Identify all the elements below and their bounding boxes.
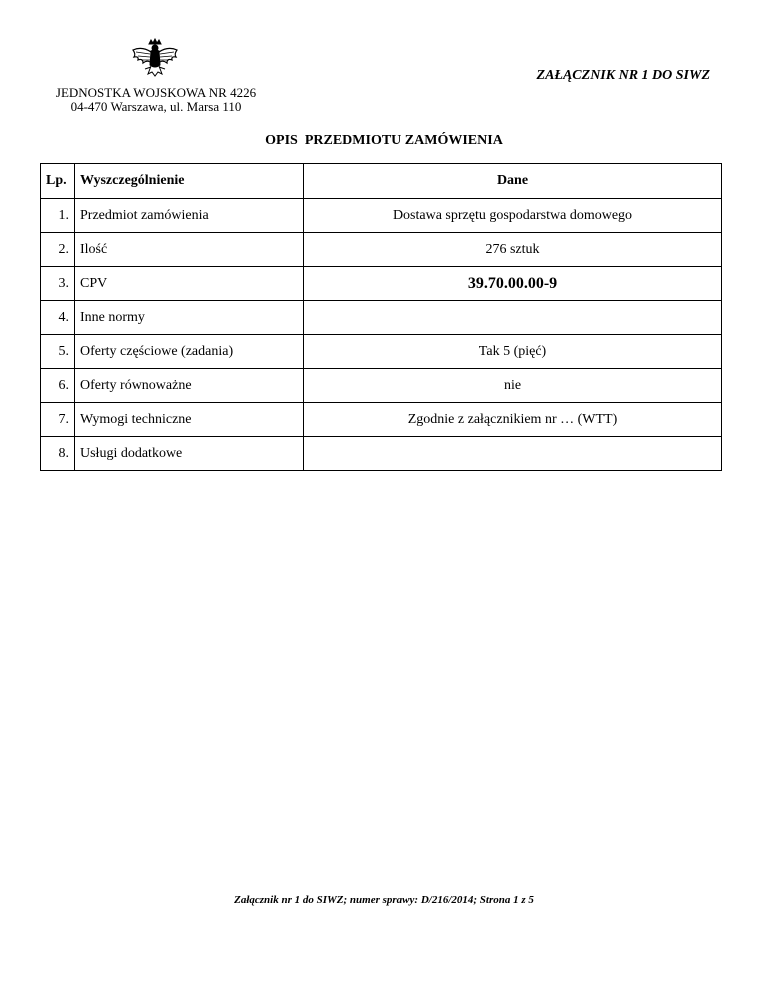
row-number: 1. bbox=[41, 199, 75, 233]
table-header-row bbox=[41, 164, 722, 199]
table-row bbox=[41, 335, 722, 369]
header-item: Wyszczególnienie bbox=[75, 164, 304, 199]
header-lp: Lp. bbox=[41, 164, 75, 199]
attachment-title: ZAŁĄCZNIK NR 1 DO SIWZ bbox=[536, 68, 710, 83]
table-row bbox=[41, 369, 722, 403]
row-data-cpv: 39.70.00.00-9 bbox=[304, 267, 722, 301]
row-data: Zgodnie z załącznikiem nr … (WTT) bbox=[304, 403, 722, 437]
table-row bbox=[41, 301, 722, 335]
table-row bbox=[41, 233, 722, 267]
row-item: Usługi dodatkowe bbox=[75, 437, 304, 471]
unit-address: 04-470 Warszawa, ul. Marsa 110 bbox=[70, 99, 242, 114]
row-data: nie bbox=[304, 369, 722, 403]
table-row bbox=[41, 199, 722, 233]
row-data: Dostawa sprzętu gospodarstwa domowego bbox=[304, 199, 722, 233]
row-number: 8. bbox=[41, 437, 75, 471]
row-number: 7. bbox=[41, 403, 75, 437]
row-item: Wymogi techniczne bbox=[75, 403, 304, 437]
row-item: CPV bbox=[75, 267, 304, 301]
unit-name: JEDNOSTKA WOJSKOWA NR 4226 bbox=[55, 85, 257, 100]
row-number: 3. bbox=[41, 267, 75, 301]
row-item: Przedmiot zamówienia bbox=[75, 199, 304, 233]
table-row bbox=[41, 267, 722, 301]
row-data bbox=[304, 301, 722, 335]
row-number: 5. bbox=[41, 335, 75, 369]
row-data: 276 sztuk bbox=[304, 233, 722, 267]
eagle-emblem-icon bbox=[130, 38, 180, 82]
table-row bbox=[41, 403, 722, 437]
row-item: Ilość bbox=[75, 233, 304, 267]
row-item: Oferty równoważne bbox=[75, 369, 304, 403]
document-title: OPIS PRZEDMIOTU ZAMÓWIENIA bbox=[265, 133, 503, 148]
table-row bbox=[41, 437, 722, 471]
specification-table bbox=[40, 163, 722, 471]
row-data bbox=[304, 437, 722, 471]
row-item: Inne normy bbox=[75, 301, 304, 335]
page-footer: Załącznik nr 1 do SIWZ; numer sprawy: D/216/2014; Strona 1 z 5 bbox=[234, 894, 534, 906]
unit-block bbox=[40, 86, 272, 114]
row-number: 4. bbox=[41, 301, 75, 335]
row-data: Tak 5 (pięć) bbox=[304, 335, 722, 369]
row-number: 6. bbox=[41, 369, 75, 403]
row-item: Oferty częściowe (zadania) bbox=[75, 335, 304, 369]
row-number: 2. bbox=[41, 233, 75, 267]
header-data: Dane bbox=[304, 164, 722, 199]
